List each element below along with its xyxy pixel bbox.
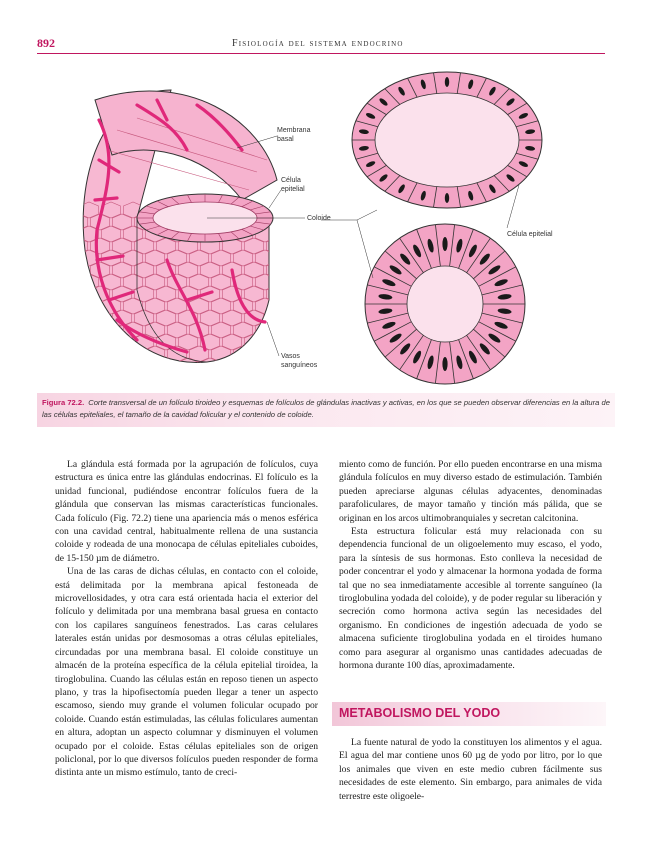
surface-cell xyxy=(69,358,88,374)
label-celula-epitelial-1: Célula xyxy=(281,177,301,184)
follicle-figure xyxy=(37,60,605,390)
surface-cell xyxy=(58,226,77,242)
surface-cell xyxy=(58,202,77,218)
surface-cell xyxy=(102,346,121,362)
follicle-3d xyxy=(58,90,306,374)
figure-caption xyxy=(37,393,615,427)
page-number: 892 xyxy=(37,36,55,50)
surface-cell xyxy=(91,358,110,374)
paragraph-continued: miento como de función. Por ello pueden encontrarse en una misma glándula folículos en muy diverso estado de estimulación. También pueden apreciarse algunas células adyacentes, denominadas parafoliculares, de mayor tamaño y tinción más pálida, que se originan en los arcos ultimobranquiales y secretan calcitonina. xyxy=(339,459,602,524)
surface-cell xyxy=(69,286,88,302)
surface-cell xyxy=(267,310,286,326)
label-membrana-basal-2: basal xyxy=(277,136,294,143)
paragraph: La fuente natural de yodo la constituyen los alimentos y el agua. El agua del mar contiene unos 60 µg de yodo por litro, por lo que los animales que viven en este medio cubren fácilmente sus necesidades de este elemento. Sin embargo, para animales de vida terrestre este oligoele- xyxy=(339,737,602,802)
surface-cell xyxy=(157,358,176,374)
surface-cell xyxy=(113,358,132,374)
paragraph: Una de las caras de dichas células, en contacto con el coloide, está delimitada por la membrana apical festoneada de microvellosidades, y otra cara está orientada hacia el exterior del folículo y delimitada por una membrana basal gruesa en contacto con los capilares sanguíneos fenestrados. Las caras celulares laterales están unidas por desmosomas a otras células epiteliales, circundadas por una membrana basal. El coloide constituye un almacén de la proteína específica de la célula epitelial tiroidea, la tiroglobulina. Cuando las células están en reposo tienen un aspecto plano, y tras la hipofisectomía pueden llegar a tener un aspecto escamoso, siendo muy grande el volumen folicular ocupado por coloide. Cuando están estimuladas, las células foliculares aumentan en altura, adoptan un aspecto columnar y disminuyen el volumen ocupado por el coloide. Estas células epiteliales son de origen policlonal, por lo que diversos folículos pueden responder de forma distinta ante un mismo estímulo, tanto de creci- xyxy=(55,566,318,779)
surface-cell xyxy=(58,322,77,338)
right-column xyxy=(339,458,602,673)
surface-cell xyxy=(69,310,88,326)
surface-cell xyxy=(58,250,77,266)
surface-cell xyxy=(58,298,77,314)
paragraph: Esta estructura folicular está muy relacionada con su dependencia funcional de un oligoelemento muy escaso, el yodo, para la síntesis de sus hormonas. Esto conlleva la necesidad de poder concentrar el yodo y almacenar la hormona yodada de forma tal que no sea inmediatamente accesible al torrente sanguíneo (la tiroglobulina yodada del coloide), y de poder regular su liberación y secreción como hormona activa según las necesidades del organismo. En condiciones de ingestión adecuada de yodo se almacena suficiente tiroglobulina yodada en el tiroides humano como para asegurar al organismo unas cantidades adecuadas de hormona durante 100 días, aproximadamente. xyxy=(339,526,602,672)
cell-nucleus xyxy=(442,357,447,371)
label-coloide: Coloide xyxy=(307,215,331,222)
cell-nucleus xyxy=(445,77,449,87)
surface-cell xyxy=(69,334,88,350)
surface-cell xyxy=(80,346,99,362)
section-heading: METABOLISMO DEL YODO xyxy=(339,706,501,720)
section-body xyxy=(339,736,602,803)
surface-cell xyxy=(223,358,242,374)
surface-cell xyxy=(113,334,132,350)
surface-cell xyxy=(135,358,154,374)
surface-cell xyxy=(58,346,77,362)
surface-cell xyxy=(80,298,99,314)
cell-nucleus xyxy=(442,237,447,251)
caption-text: Corte transversal de un folículo tiroideo y esquemas de folículos de glándulas inactivas y activas, en los que se pueden observar diferencias en la altura de las células epiteliales, el tamaño de la cavidad folicular y el contenido de coloide. xyxy=(42,398,610,419)
cell-nucleus xyxy=(445,193,449,203)
label-vasos-2: sanguíneos xyxy=(281,362,318,369)
surface-cell xyxy=(256,346,275,362)
header-rule xyxy=(37,53,605,54)
section-heading-band xyxy=(332,702,606,726)
surface-cell xyxy=(245,358,264,374)
surface-cell xyxy=(91,334,110,350)
left-column xyxy=(55,458,318,780)
label-vasos-1: Vasos xyxy=(281,353,300,360)
surface-cell xyxy=(124,346,143,362)
surface-cell xyxy=(69,262,88,278)
surface-cell xyxy=(80,322,99,338)
label-celula-epitelial-2: epitelial xyxy=(281,186,305,193)
running-title: Fisiología del sistema endocrino xyxy=(232,38,404,49)
surface-cell xyxy=(91,310,110,326)
label-celula-epitelial-right: Célula epitelial xyxy=(507,231,553,238)
surface-cell xyxy=(58,274,77,290)
paragraph: La glándula está formada por la agrupación de folículos, cuya estructura es única entre las glándulas endocrinas. El folículo es la unidad funcional, pudiéndose encontrar folículos fuera de la glándula que conservan las mismas características funcionales. Cada folículo (Fig. 72.2) tiene una apariencia más o menos esférica con una cavidad central, habitualmente rellena de una sustancia coloide y rodeada de una monocapa de células epiteliales cuboides, de 15-150 µm de diámetro. xyxy=(55,459,318,564)
active-follicle xyxy=(365,224,525,384)
caption-label: Figura 72.2. xyxy=(42,398,85,407)
label-membrana-basal-1: Membrana xyxy=(277,127,311,134)
inactive-follicle xyxy=(352,72,542,208)
